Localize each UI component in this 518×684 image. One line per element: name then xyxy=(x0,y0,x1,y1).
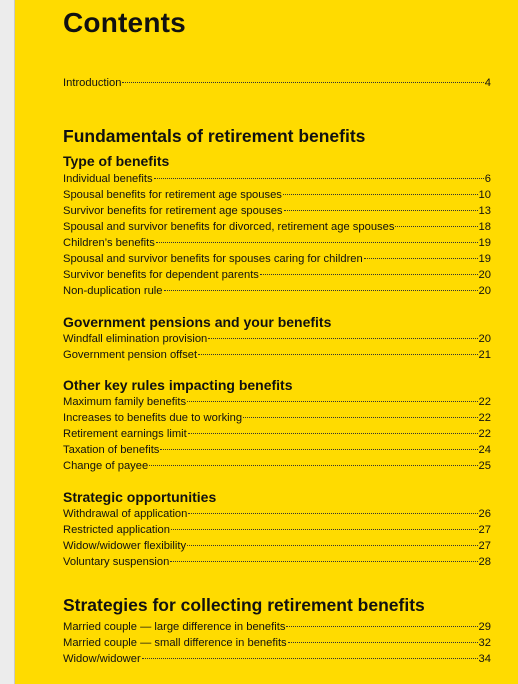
toc-entry-page: 21 xyxy=(478,349,491,361)
dot-leader xyxy=(243,417,477,418)
toc-entry[interactable] xyxy=(63,347,491,363)
section-heading-fundamentals: Fundamentals of retirement benefits xyxy=(63,126,366,146)
toc-entry-page: 22 xyxy=(478,428,491,440)
toc-entry[interactable] xyxy=(63,331,491,347)
toc-entry[interactable] xyxy=(63,522,491,538)
dot-leader xyxy=(122,82,483,83)
toc-entry[interactable] xyxy=(63,506,491,522)
toc-entry-label: Survivor benefits for retirement age spouses xyxy=(63,205,283,217)
dot-leader xyxy=(160,449,477,450)
toc-entry[interactable] xyxy=(63,554,491,570)
dot-leader xyxy=(170,561,477,562)
toc-entry-label: Widow/widower xyxy=(63,653,141,665)
toc-entry-label: Married couple — small difference in benefits xyxy=(63,637,287,649)
subheading-strategic-opportunities: Strategic opportunities xyxy=(63,489,217,505)
toc-entry-label: Government pension offset xyxy=(63,349,198,361)
toc-entry-page: 22 xyxy=(478,396,491,408)
toc-entry-page: 27 xyxy=(478,524,491,536)
dot-leader xyxy=(260,274,478,275)
toc-entry-label: Survivor benefits for dependent parents xyxy=(63,269,259,281)
toc-entry[interactable] xyxy=(63,203,491,219)
toc-entry-page: 20 xyxy=(478,269,491,281)
strategies-list xyxy=(63,619,491,667)
toc-entry[interactable] xyxy=(63,235,491,251)
toc-entry[interactable] xyxy=(63,75,491,91)
toc-entry[interactable] xyxy=(63,219,491,235)
toc-entry-label: Spousal and survivor benefits for divorced, retirement age spouses xyxy=(63,221,395,233)
toc-entry-label: Widow/widower flexibility xyxy=(63,540,187,552)
toc-entry-page: 32 xyxy=(478,637,491,649)
toc-entry[interactable] xyxy=(63,267,491,283)
toc-entry[interactable] xyxy=(63,458,491,474)
toc-entry[interactable] xyxy=(63,635,491,651)
strategic-opportunities-list xyxy=(63,506,491,570)
toc-entry-label: Maximum family benefits xyxy=(63,396,187,408)
dot-leader xyxy=(395,226,477,227)
toc-entry[interactable] xyxy=(63,426,491,442)
intro-list xyxy=(63,75,491,91)
toc-entry-page: 19 xyxy=(478,253,491,265)
dot-leader xyxy=(364,258,478,259)
toc-entry-page: 10 xyxy=(478,189,491,201)
dot-leader xyxy=(288,642,478,643)
toc-entry-page: 20 xyxy=(478,333,491,345)
dot-leader xyxy=(154,178,484,179)
contents-page xyxy=(14,0,518,684)
toc-entry-page: 28 xyxy=(478,556,491,568)
toc-entry-page: 4 xyxy=(484,77,491,89)
toc-entry[interactable] xyxy=(63,251,491,267)
subheading-type-of-benefits: Type of benefits xyxy=(63,153,170,169)
subheading-other-key-rules: Other key rules impacting benefits xyxy=(63,377,293,393)
toc-entry[interactable] xyxy=(63,619,491,635)
toc-entry-label: Increases to benefits due to working xyxy=(63,412,243,424)
section-heading-strategies: Strategies for collecting retirement benefits xyxy=(63,595,425,615)
dot-leader xyxy=(164,290,478,291)
toc-entry-page: 34 xyxy=(478,653,491,665)
toc-entry-page: 24 xyxy=(478,444,491,456)
type-of-benefits-list xyxy=(63,171,491,299)
toc-entry[interactable] xyxy=(63,651,491,667)
toc-entry-label: Children’s benefits xyxy=(63,237,155,249)
dot-leader xyxy=(142,658,478,659)
dot-leader xyxy=(188,513,477,514)
toc-entry-label: Introduction xyxy=(63,77,122,89)
toc-entry-label: Married couple — large difference in benefits xyxy=(63,621,286,633)
toc-entry[interactable] xyxy=(63,410,491,426)
toc-entry-label: Non-duplication rule xyxy=(63,285,163,297)
dot-leader xyxy=(208,338,477,339)
toc-entry-label: Withdrawal of application xyxy=(63,508,188,520)
toc-entry-label: Restricted application xyxy=(63,524,170,536)
toc-entry-label: Spousal and survivor benefits for spouses caring for children xyxy=(63,253,363,265)
dot-leader xyxy=(283,194,478,195)
subheading-government-pensions: Government pensions and your benefits xyxy=(63,314,332,330)
toc-entry-page: 18 xyxy=(478,221,491,233)
dot-leader xyxy=(198,354,477,355)
toc-entry-page: 25 xyxy=(478,460,491,472)
toc-entry-page: 19 xyxy=(478,237,491,249)
toc-entry-page: 13 xyxy=(478,205,491,217)
dot-leader xyxy=(156,242,478,243)
toc-entry-page: 22 xyxy=(478,412,491,424)
other-key-rules-list xyxy=(63,394,491,474)
dot-leader xyxy=(187,545,477,546)
toc-entry-page: 29 xyxy=(478,621,491,633)
toc-entry-page: 6 xyxy=(484,173,491,185)
toc-entry-label: Change of payee xyxy=(63,460,149,472)
toc-entry-label: Voluntary suspension xyxy=(63,556,170,568)
toc-entry-page: 26 xyxy=(478,508,491,520)
dot-leader xyxy=(171,529,478,530)
toc-entry[interactable] xyxy=(63,171,491,187)
toc-entry[interactable] xyxy=(63,394,491,410)
dot-leader xyxy=(149,465,477,466)
toc-entry[interactable] xyxy=(63,442,491,458)
government-pensions-list xyxy=(63,331,491,363)
toc-entry-page: 27 xyxy=(478,540,491,552)
dot-leader xyxy=(284,210,478,211)
toc-entry[interactable] xyxy=(63,283,491,299)
toc-entry-label: Individual benefits xyxy=(63,173,153,185)
dot-leader xyxy=(187,401,477,402)
toc-entry-label: Windfall elimination provision xyxy=(63,333,208,345)
toc-entry[interactable] xyxy=(63,187,491,203)
page-title: Contents xyxy=(63,7,186,38)
dot-leader xyxy=(286,626,477,627)
toc-entry-page: 20 xyxy=(478,285,491,297)
dot-leader xyxy=(188,433,478,434)
toc-entry-label: Retirement earnings limit xyxy=(63,428,187,440)
toc-entry[interactable] xyxy=(63,538,491,554)
toc-entry-label: Taxation of benefits xyxy=(63,444,160,456)
toc-entry-label: Spousal benefits for retirement age spouses xyxy=(63,189,282,201)
